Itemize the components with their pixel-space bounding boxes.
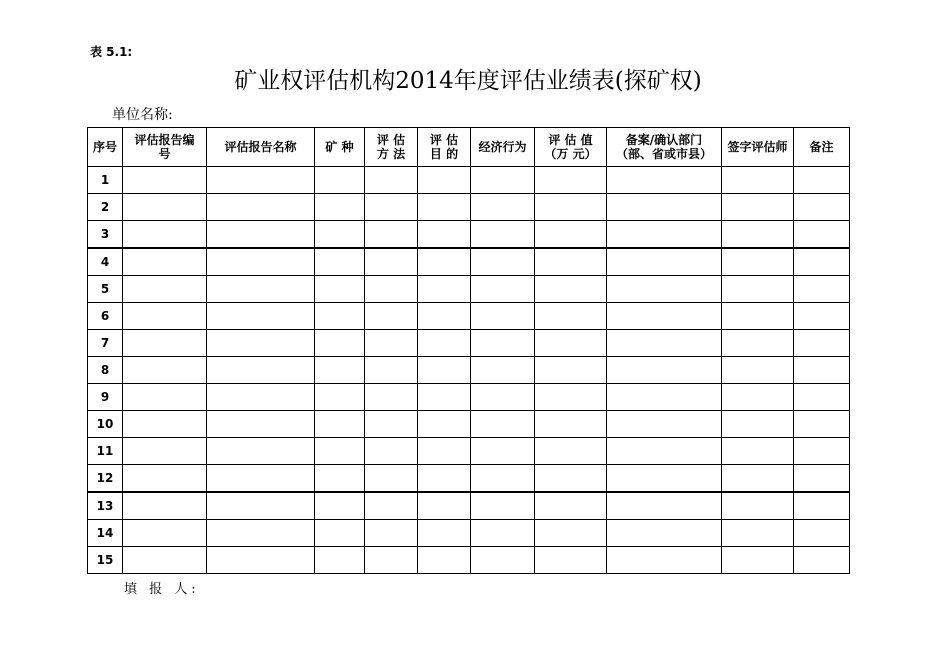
table-cell bbox=[123, 492, 207, 520]
table-cell bbox=[315, 330, 365, 357]
table-cell bbox=[471, 330, 535, 357]
table-cell bbox=[315, 276, 365, 303]
column-header-line: （部、省或市县） bbox=[615, 147, 712, 161]
column-header bbox=[88, 128, 123, 167]
table-cell bbox=[365, 303, 418, 330]
row-number: 8 bbox=[88, 357, 123, 384]
table-cell bbox=[315, 520, 365, 547]
table-cell bbox=[207, 411, 315, 438]
table-cell bbox=[535, 303, 607, 330]
table-cell bbox=[722, 520, 794, 547]
table-cell bbox=[123, 167, 207, 194]
table-cell bbox=[365, 330, 418, 357]
column-header-line: 评 估 bbox=[429, 133, 459, 147]
column-header-line: 备案/确认部门 bbox=[625, 133, 703, 147]
table-row bbox=[88, 167, 850, 194]
table-cell bbox=[471, 438, 535, 465]
table-cell bbox=[607, 194, 722, 221]
table-cell bbox=[607, 438, 722, 465]
table-row bbox=[88, 520, 850, 547]
table-row bbox=[88, 492, 850, 520]
column-header-line: 评估报告名称 bbox=[224, 140, 297, 154]
row-number: 4 bbox=[88, 248, 123, 276]
column-header-line: （万 元） bbox=[544, 147, 597, 161]
table-cell bbox=[207, 167, 315, 194]
table-cell bbox=[535, 520, 607, 547]
table-cell bbox=[471, 384, 535, 411]
table-cell bbox=[607, 167, 722, 194]
table-cell bbox=[207, 276, 315, 303]
row-number: 13 bbox=[88, 492, 123, 520]
table-row bbox=[88, 384, 850, 411]
table-cell bbox=[535, 547, 607, 574]
table-cell bbox=[207, 248, 315, 276]
column-header bbox=[794, 128, 850, 167]
table-cell bbox=[722, 411, 794, 438]
table-cell bbox=[207, 465, 315, 493]
table-cell bbox=[418, 492, 471, 520]
table-cell bbox=[365, 248, 418, 276]
column-header-line: 评 估 bbox=[376, 133, 406, 147]
table-cell bbox=[535, 492, 607, 520]
table-cell bbox=[315, 221, 365, 249]
table-cell bbox=[418, 384, 471, 411]
table-cell bbox=[794, 357, 850, 384]
table-cell bbox=[471, 248, 535, 276]
table-cell bbox=[607, 330, 722, 357]
table-cell bbox=[315, 384, 365, 411]
table-cell bbox=[123, 248, 207, 276]
table-cell bbox=[365, 520, 418, 547]
table-cell bbox=[315, 303, 365, 330]
table-cell bbox=[418, 194, 471, 221]
table-cell bbox=[535, 411, 607, 438]
table-cell bbox=[207, 384, 315, 411]
table-cell bbox=[207, 520, 315, 547]
table-cell bbox=[722, 330, 794, 357]
table-cell bbox=[207, 438, 315, 465]
column-header bbox=[123, 128, 207, 167]
table-cell bbox=[471, 276, 535, 303]
table-cell bbox=[722, 303, 794, 330]
table-cell bbox=[722, 357, 794, 384]
table-cell bbox=[535, 221, 607, 249]
column-header bbox=[535, 128, 607, 167]
table-cell bbox=[471, 465, 535, 493]
table-cell bbox=[365, 492, 418, 520]
table-cell bbox=[315, 465, 365, 493]
row-number: 7 bbox=[88, 330, 123, 357]
table-cell bbox=[315, 411, 365, 438]
table-row bbox=[88, 465, 850, 493]
table-cell bbox=[315, 167, 365, 194]
table-cell bbox=[123, 411, 207, 438]
column-header-line: 经济行为 bbox=[478, 140, 527, 154]
table-row bbox=[88, 438, 850, 465]
table-cell bbox=[365, 276, 418, 303]
row-number: 1 bbox=[88, 167, 123, 194]
table-cell bbox=[418, 276, 471, 303]
table-cell bbox=[123, 221, 207, 249]
table-cell bbox=[123, 465, 207, 493]
table-row bbox=[88, 411, 850, 438]
table-cell bbox=[123, 330, 207, 357]
table-cell bbox=[535, 276, 607, 303]
table-cell bbox=[607, 303, 722, 330]
table-cell bbox=[722, 167, 794, 194]
row-number: 3 bbox=[88, 221, 123, 249]
table-cell bbox=[607, 411, 722, 438]
table-cell bbox=[794, 520, 850, 547]
column-header-line: 评 估 值 bbox=[548, 133, 593, 147]
table-cell bbox=[207, 194, 315, 221]
table-cell bbox=[418, 248, 471, 276]
table-cell bbox=[365, 384, 418, 411]
table-cell bbox=[535, 438, 607, 465]
table-cell bbox=[607, 465, 722, 493]
table-cell bbox=[418, 330, 471, 357]
table-cell bbox=[471, 221, 535, 249]
table-cell bbox=[722, 276, 794, 303]
table-row bbox=[88, 194, 850, 221]
table-cell bbox=[418, 547, 471, 574]
table-cell bbox=[794, 221, 850, 249]
row-number: 10 bbox=[88, 411, 123, 438]
table-row bbox=[88, 276, 850, 303]
table-cell bbox=[607, 221, 722, 249]
column-header bbox=[365, 128, 418, 167]
column-header-line: 矿 种 bbox=[325, 140, 354, 154]
table-cell bbox=[418, 167, 471, 194]
table-cell bbox=[123, 438, 207, 465]
unit-name-label: 单位名称: bbox=[112, 107, 173, 123]
table-cell bbox=[418, 438, 471, 465]
table-row bbox=[88, 330, 850, 357]
table-cell bbox=[315, 547, 365, 574]
table-cell bbox=[471, 303, 535, 330]
column-header bbox=[315, 128, 365, 167]
table-number: 表 5.1: bbox=[90, 45, 133, 59]
column-header-line: 序号 bbox=[92, 140, 117, 154]
table-cell bbox=[794, 194, 850, 221]
table-cell bbox=[471, 167, 535, 194]
column-header bbox=[471, 128, 535, 167]
table-cell bbox=[794, 411, 850, 438]
table-cell bbox=[722, 438, 794, 465]
column-header-line: 号 bbox=[158, 147, 171, 161]
table-cell bbox=[722, 384, 794, 411]
table-cell bbox=[794, 248, 850, 276]
row-number: 12 bbox=[88, 465, 123, 493]
row-number: 2 bbox=[88, 194, 123, 221]
table-cell bbox=[365, 221, 418, 249]
column-header bbox=[607, 128, 722, 167]
table-cell bbox=[471, 194, 535, 221]
table-cell bbox=[123, 194, 207, 221]
table-cell bbox=[207, 303, 315, 330]
table-cell bbox=[418, 465, 471, 493]
table-cell bbox=[794, 276, 850, 303]
table-cell bbox=[207, 330, 315, 357]
table-cell bbox=[123, 357, 207, 384]
table-row bbox=[88, 547, 850, 574]
table-cell bbox=[722, 194, 794, 221]
table-cell bbox=[607, 276, 722, 303]
table-cell bbox=[365, 411, 418, 438]
column-header bbox=[207, 128, 315, 167]
table-cell bbox=[315, 194, 365, 221]
table-cell bbox=[607, 492, 722, 520]
table-cell bbox=[365, 357, 418, 384]
table-cell bbox=[535, 384, 607, 411]
table-cell bbox=[123, 276, 207, 303]
table-cell bbox=[471, 520, 535, 547]
table-cell bbox=[418, 411, 471, 438]
table-cell bbox=[123, 303, 207, 330]
table-cell bbox=[607, 248, 722, 276]
table-cell bbox=[365, 194, 418, 221]
table-cell bbox=[315, 438, 365, 465]
table-cell bbox=[418, 221, 471, 249]
table-cell bbox=[123, 520, 207, 547]
row-number: 15 bbox=[88, 547, 123, 574]
table-cell bbox=[123, 384, 207, 411]
row-number: 9 bbox=[88, 384, 123, 411]
column-header bbox=[418, 128, 471, 167]
table-cell bbox=[315, 357, 365, 384]
table-cell bbox=[365, 547, 418, 574]
table-cell bbox=[794, 167, 850, 194]
row-number: 14 bbox=[88, 520, 123, 547]
table-cell bbox=[722, 465, 794, 493]
column-header-line: 方 法 bbox=[376, 147, 406, 161]
table-cell bbox=[535, 248, 607, 276]
column-header-line: 评估报告编 bbox=[134, 133, 195, 147]
column-header bbox=[722, 128, 794, 167]
row-number: 11 bbox=[88, 438, 123, 465]
table-cell bbox=[607, 384, 722, 411]
table-cell bbox=[535, 167, 607, 194]
table-cell bbox=[535, 357, 607, 384]
table-cell bbox=[607, 520, 722, 547]
table-cell bbox=[471, 492, 535, 520]
table-cell bbox=[471, 547, 535, 574]
table-row bbox=[88, 248, 850, 276]
column-header-line: 目 的 bbox=[429, 147, 459, 161]
table-cell bbox=[207, 357, 315, 384]
page-title: 矿业权评估机构2014年度评估业绩表(探矿权) bbox=[234, 68, 702, 94]
table-cell bbox=[535, 465, 607, 493]
table-cell bbox=[207, 547, 315, 574]
row-number: 5 bbox=[88, 276, 123, 303]
table-cell bbox=[535, 194, 607, 221]
table-cell bbox=[794, 492, 850, 520]
table-cell bbox=[722, 248, 794, 276]
table-cell bbox=[794, 465, 850, 493]
table-cell bbox=[365, 438, 418, 465]
performance-table bbox=[87, 127, 850, 574]
table-cell bbox=[794, 384, 850, 411]
table-cell bbox=[365, 465, 418, 493]
row-number: 6 bbox=[88, 303, 123, 330]
filler-label: 填 报 人: bbox=[124, 582, 200, 597]
table-header-row bbox=[88, 128, 850, 167]
table-cell bbox=[418, 303, 471, 330]
table-cell bbox=[418, 520, 471, 547]
table-cell bbox=[315, 492, 365, 520]
table-cell bbox=[794, 547, 850, 574]
table-cell bbox=[722, 547, 794, 574]
table-cell bbox=[207, 492, 315, 520]
table-cell bbox=[471, 411, 535, 438]
table-cell bbox=[207, 221, 315, 249]
column-header-line: 备注 bbox=[809, 140, 834, 154]
table-cell bbox=[418, 357, 471, 384]
table-cell bbox=[471, 357, 535, 384]
table-cell bbox=[722, 492, 794, 520]
table-cell bbox=[794, 303, 850, 330]
table-row bbox=[88, 221, 850, 249]
table-cell bbox=[535, 330, 607, 357]
table-row bbox=[88, 357, 850, 384]
table-cell bbox=[607, 357, 722, 384]
table-body bbox=[88, 167, 850, 574]
table-cell bbox=[722, 221, 794, 249]
table-row bbox=[88, 303, 850, 330]
table-cell bbox=[315, 248, 365, 276]
table-cell bbox=[794, 330, 850, 357]
table-cell bbox=[123, 547, 207, 574]
table-cell bbox=[607, 547, 722, 574]
column-header-line: 签字评估师 bbox=[727, 140, 788, 154]
table-cell bbox=[794, 438, 850, 465]
table-cell bbox=[365, 167, 418, 194]
